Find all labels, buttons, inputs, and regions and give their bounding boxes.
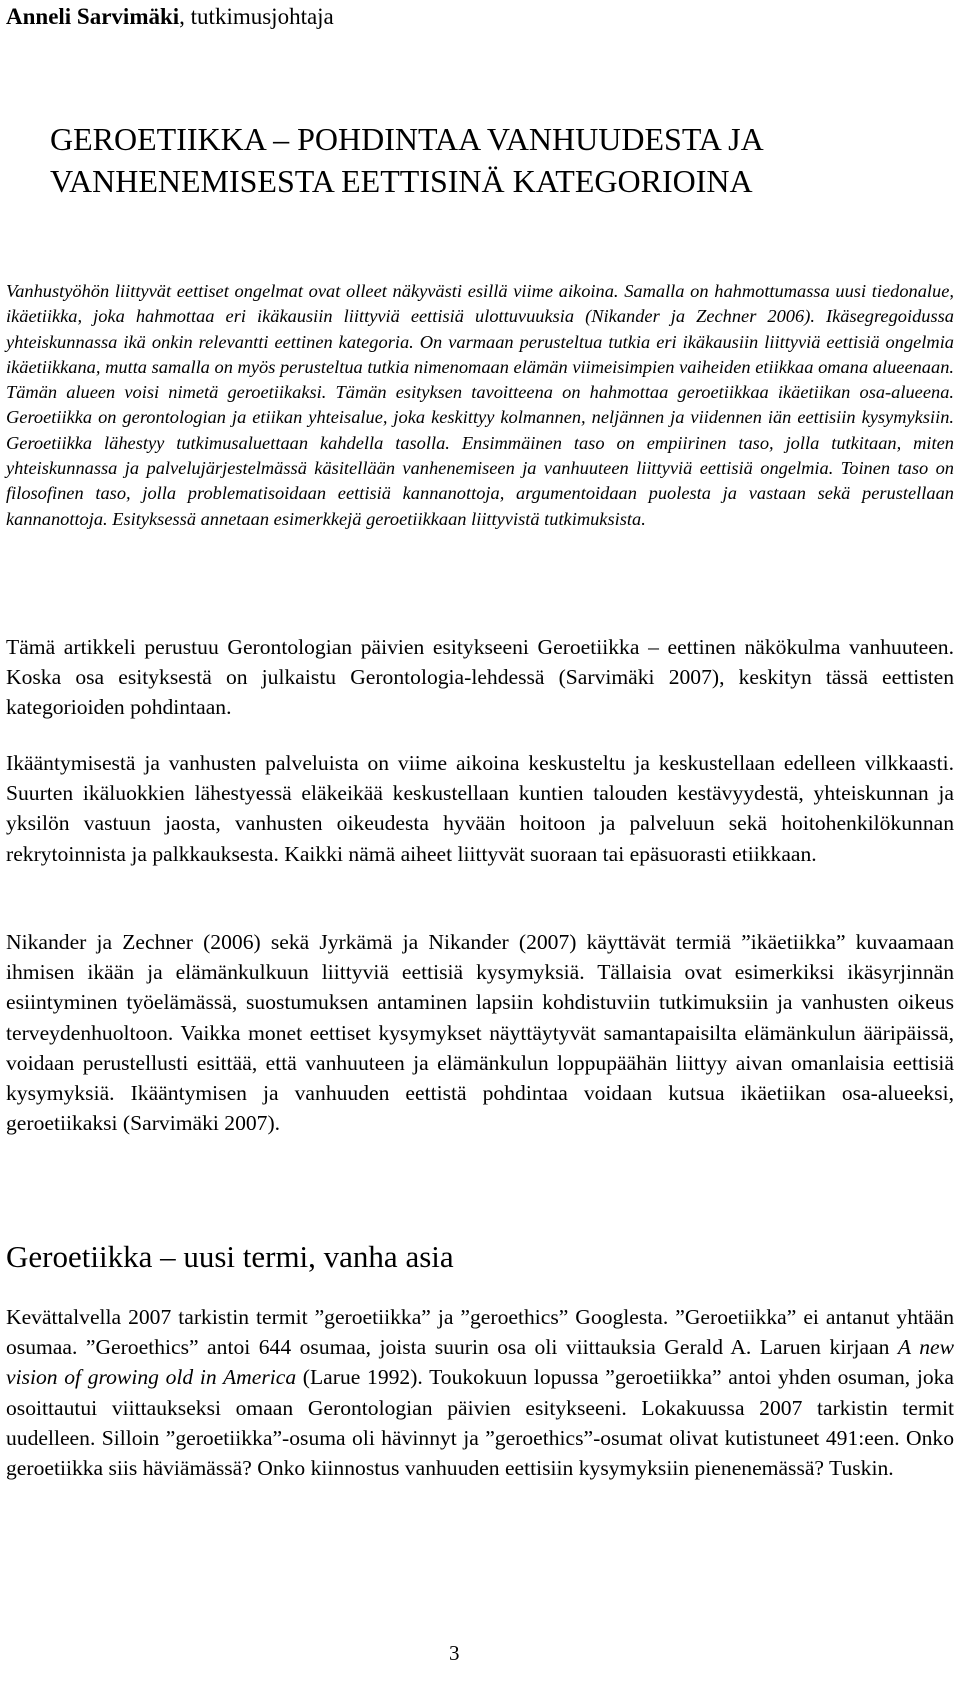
body-paragraph-3: Nikander ja Zechner (2006) sekä Jyrkämä ja Nikander (2007) käyttävät termiä ”ikäetiikka” kuvaamaan ihmisen ikään ja elämänkulkuun liittyviä eettisiä kysymyksiä. Tällaisia ovat esimerkiksi ikäsyrjinnän esiintyminen työelämässä, suostumuksen antaminen lapsiin kohdistuviin tutkimuksiin ja vanhusten oikeus terveydenhuoltoon. Vaikka monet eettiset kysymykset näyttäytyvät samantapaisilta elämänkulun ääripäissä, voidaan perustellusti esittää, että vanhuuteen ja elämänkulun loppupäähän liittyy aivan omanlaisia eettisiä kysymyksiä. Ikääntymisen ja vanhuuden eettistä pohdintaa voidaan kutsua ikäetiikan osa-alueeksi, geroetiikaksi (Sarvimäki 2007). [6,930,954,1136]
page-number: 3 [449,1641,460,1665]
p4-text-end: (Larue 1992). Toukokuun lopussa ”geroetiikka” antoi yhden osuman, joka osoittautui viittaukseksi omaan Gerontologian päivien esitykseeni. Lokakuussa 2007 tarkistin termit uudelleen. Silloin ”geroetiikka”-osuma oli hävinnyt ja ”geroethics”-osumat olivat kutistuneet 491:een. Onko geroetiikka siis häviämässä? Onko kiinnostus vanhuuden eettisiin kysymyksiin pienenemässä? Tuskin. [6,1365,954,1481]
p4-text-start: Kevättalvella 2007 tarkistin termit ”geroetiikka” ja ”geroethics” Googlesta. ”Geroetiikka” ei antanut yhtään osumaa. ”Geroethics” antoi 644 osumaa, joista suurin osa oli viittauksia Gerald A. Laruen kirjaan [6,1305,954,1360]
author-role: , tutkimusjohtaja [179,4,334,29]
book-title: A new vision of growing old in America [6,1335,955,1390]
title-line-2: VANHENEMISESTA EETTISINÄ KATEGORIOINA [50,163,753,199]
body-paragraph-2: Ikääntymisestä ja vanhusten palveluista on viime aikoina keskusteltu ja keskustellaan edelleen vilkkaasti. Suurten ikäluokkien lähestyessä eläkeikää keskustellaan kuntien talouden kestävyydestä, yhteiskunnan ja yksilön vastuun jaosta, vanhusten oikeudesta hyvään hoitoon ja palveluun sekä hoitohenkilökunnan rekrytoinnista ja palkkauksesta. Kaikki nämä aiheet liittyvät suoraan tai epäsuorasti etiikkaan. [6,751,954,866]
title-line-1: GEROETIIKKA – POHDINTAA VANHUUDESTA JA [50,121,764,157]
body-paragraph-1: Tämä artikkeli perustuu Gerontologian päivien esitykseeni Geroetiikka – eettinen näkökulma vanhuuteen. Koska osa esityksestä on julkaistu Gerontologia-lehdessä (Sarvimäki 2007), keskityn tässä eettisten kategorioiden pohdintaan. [6,635,954,720]
section-heading: Geroetiikka – uusi termi, vanha asia [6,1239,454,1274]
author-name: Anneli Sarvimäki [6,4,180,29]
page-title [50,118,764,202]
author-line [6,2,334,32]
body-paragraph-4 [6,1302,954,1483]
abstract-paragraph: Vanhustyöhön liittyvät eettiset ongelmat ovat olleet näkyvästi esillä viime aikoina. Samalla on hahmottumassa uusi tiedonalue, ikäetiikka, joka hahmottaa eri ikäkausiin liittyviä eettisiä ulottuvuuksia (Nikander ja Zechner 2006). Ikäsegregoidussa yhteiskunnassa ikä onkin relevantti eettinen kategoria. On varmaan perusteltua tutkia eri ikäkausiin liittyviä eettisiä ongelmia ikäetiikkana, mutta samalla on myös perusteltua tutkia nimenomaan elämän viimeisimpien vaiheiden etiikkaa omana alueenaan. Tämän alueen voisi nimetä geroetiikaksi. Tämän esityksen tavoitteena on hahmottaa geroetiikkaa ikäetiikan osa-alueena. Geroetiikka on gerontologian ja etiikan yhteisalue, joka keskittyy kolmannen, neljännen ja viidennen iän eettisiin kysymyksiin. Geroetiikka lähestyy tutkimusaluettaan kahdella tasolla. Ensimmäinen taso on empiirinen taso, jolla tutkitaan, miten yhteiskunnassa ja palvelujärjestelmässä käsitellään vanhenemiseen ja vanhuuteen liittyviä eettisiä ongelmia. Toinen taso on filosofinen taso, jolla problematisoidaan eettisiä kannanottoja, argumentoidaan puolesta ja vastaan sekä perustellaan kannanottoja. Esityksessä annetaan esimerkkejä geroetiikkaan liittyvistä tutkimuksista. [6,281,954,529]
